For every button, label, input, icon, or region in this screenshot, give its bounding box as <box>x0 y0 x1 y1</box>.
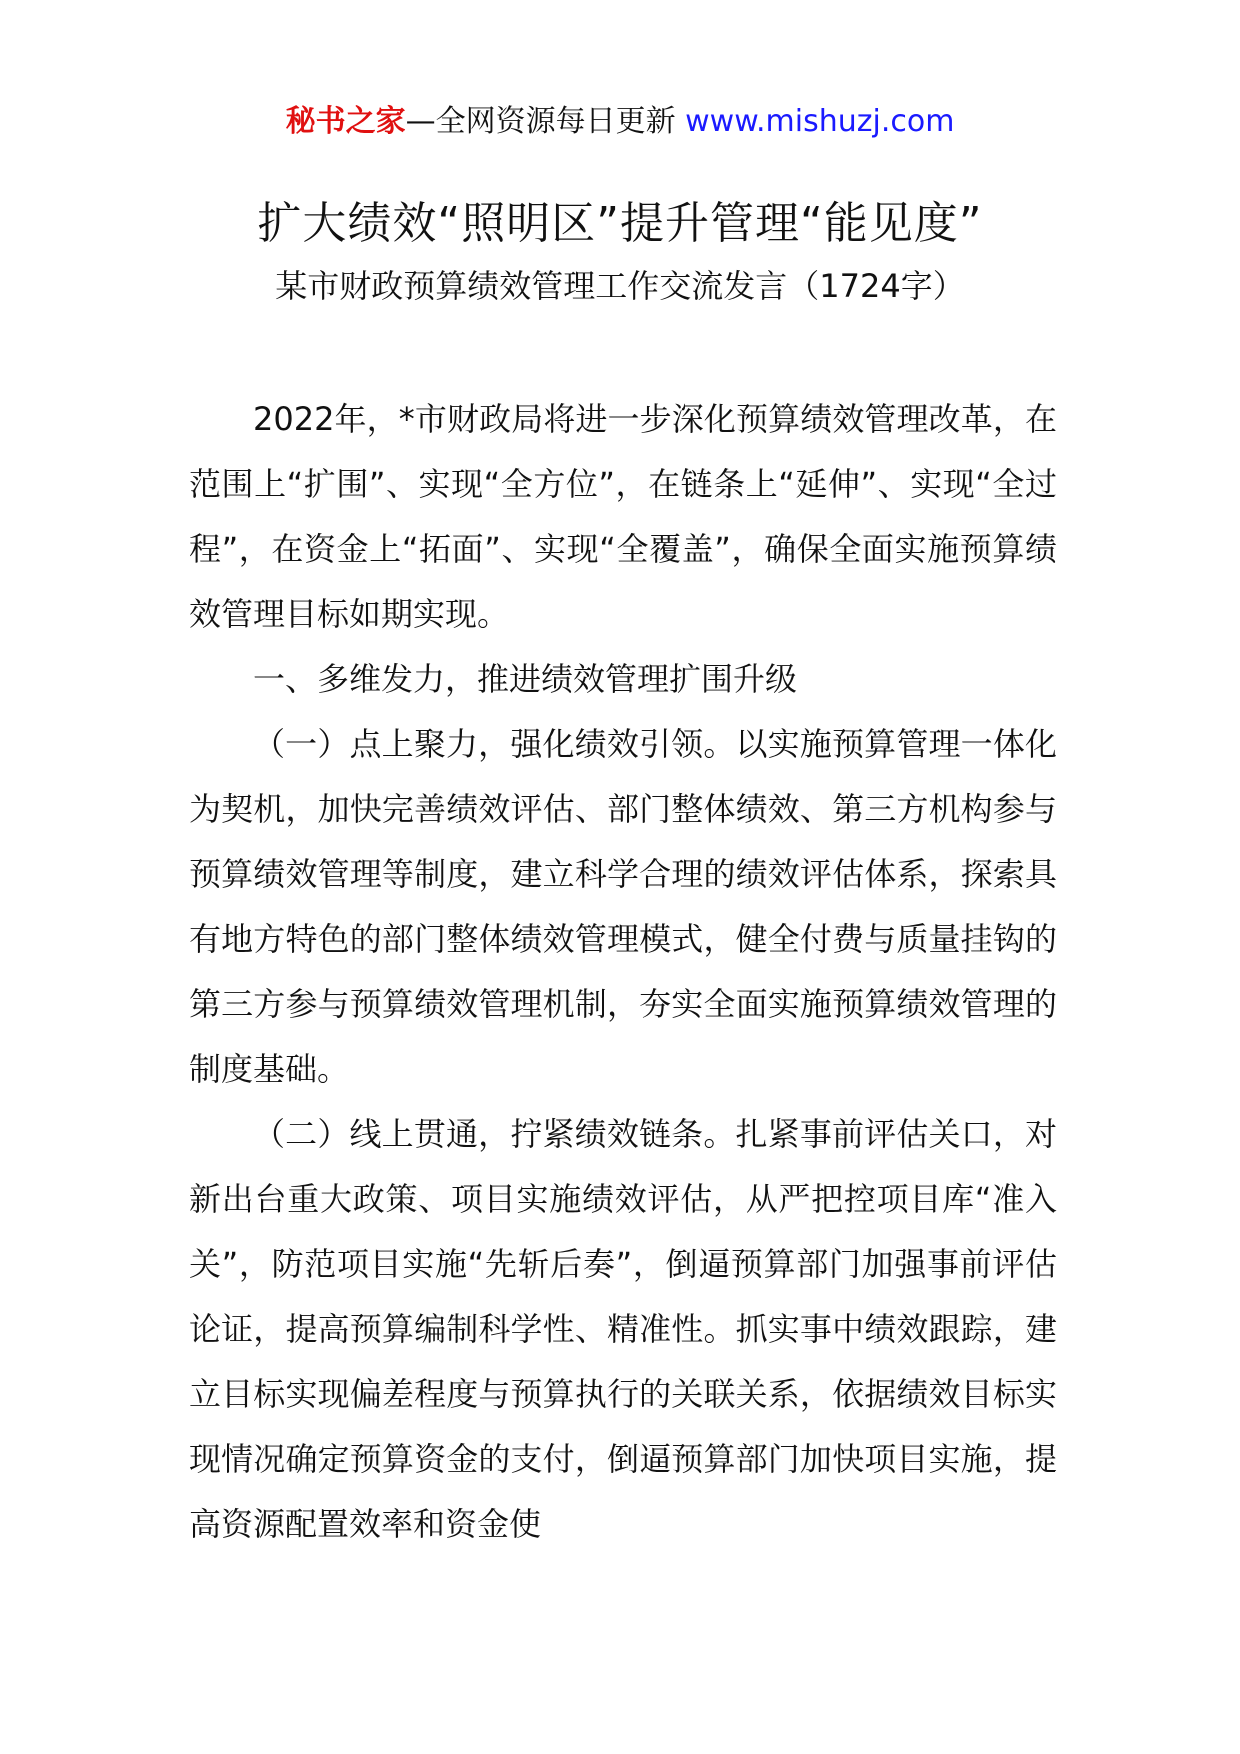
brand-name: 秘书之家 <box>285 104 406 139</box>
document-body <box>189 387 1057 1557</box>
paragraph-1: （一）点上聚力，强化绩效引领。以实施预算管理一体化为契机，加快完善绩效评估、部门整体绩效、第三方机构参与预算绩效管理等制度，建立科学合理的绩效评估体系，探索具有地方特色的部门整体绩效管理模式，健全付费与质量挂钩的第三方参与预算绩效管理机制，夯实全面实施预算绩效管理的制度基础。 <box>189 725 1057 1088</box>
header-tagline: —全网资源每日更新 <box>405 104 676 139</box>
site-header <box>0 100 1240 144</box>
paragraph-2: （二）线上贯通，拧紧绩效链条。扎紧事前评估关口，对新出台重大政策、项目实施绩效评估，从严把控项目库“准入关”，防范项目实施“先斩后奏”，倒逼预算部门加强事前评估论证，提高预算编制科学性、精准性。抓实事中绩效跟踪，建立目标实现偏差程度与预算执行的关联关系，依据绩效目标实现情况确定预算资金的支付，倒逼预算部门加快项目实施，提高资源配置效率和资金使 <box>189 1115 1057 1543</box>
document-subtitle: 某市财政预算绩效管理工作交流发言（1724字） <box>275 267 965 305</box>
section-heading-1: 一、多维发力，推进绩效管理扩围升级 <box>253 660 798 698</box>
paragraph-intro: 2022年，*市财政局将进一步深化预算绩效管理改革，在范围上“扩围”、实现“全方位”，在链条上“延伸”、实现“全过程”，在资金上“拓面”、实现“全覆盖”，确保全面实施预算绩效管理目标如期实现。 <box>189 400 1057 633</box>
document-title: 扩大绩效“照明区”提升管理“能见度” <box>257 198 983 249</box>
site-url: www.mishuzj.com <box>685 104 955 139</box>
